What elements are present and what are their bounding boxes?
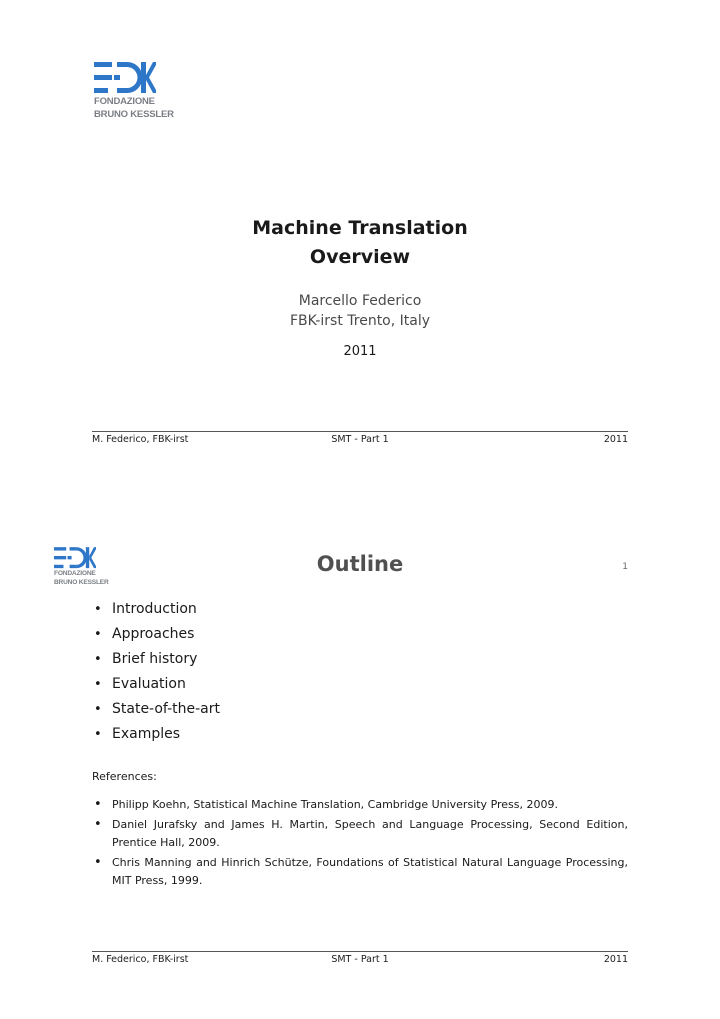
references-list <box>94 796 628 892</box>
reference-item <box>94 796 628 814</box>
reference-item <box>94 854 628 890</box>
list-item <box>94 622 220 647</box>
reference-text: Philipp Koehn, Statistical Machine Translation, Cambridge University Press, 2009. <box>112 798 558 811</box>
outline-title: Outline <box>316 552 404 576</box>
list-item <box>94 697 220 722</box>
fbk-logo-text-line1: FONDAZIONE <box>94 96 155 107</box>
title-slide <box>0 0 720 470</box>
list-item-label: Introduction <box>112 601 197 617</box>
slide-footer <box>92 431 628 448</box>
title-line-1: Machine Translation <box>252 217 468 239</box>
author-name: Marcello Federico <box>298 293 422 309</box>
title-line-2: Overview <box>309 246 411 268</box>
footer-rule <box>92 431 628 432</box>
fbk-logo-text-line1: FONDAZIONE <box>54 570 96 577</box>
list-item-label: State-of-the-art <box>112 701 221 717</box>
list-item <box>94 672 220 697</box>
reference-item <box>94 816 628 852</box>
list-item-label: Examples <box>112 726 181 742</box>
list-item-label: Evaluation <box>112 676 186 692</box>
fbk-logo <box>94 62 174 119</box>
slide-footer <box>92 951 628 968</box>
bullet-icon: • <box>94 677 102 692</box>
footer-rule <box>92 951 628 952</box>
bullet-icon: • <box>94 855 102 870</box>
outline-list <box>94 597 220 747</box>
bullet-icon: • <box>94 797 102 812</box>
footer-author: M. Federico, FBK-irst <box>92 434 189 445</box>
bullet-icon: • <box>94 702 102 717</box>
reference-text: Daniel Jurafsky and James H. Martin, Speech and Language Processing, Second Edition, Prentice Hall, 2009. <box>112 818 628 849</box>
references-label: References: <box>92 770 157 783</box>
reference-text: Chris Manning and Hinrich Schütze, Foundations of Statistical Natural Language Processing, MIT Press, 1999. <box>112 856 628 887</box>
presentation-year: 2011 <box>343 344 377 359</box>
bullet-icon: • <box>94 727 102 742</box>
bullet-icon: • <box>94 602 102 617</box>
fbk-logo-text-line2: BRUNO KESSLER <box>94 108 174 120</box>
bullet-icon: • <box>94 652 102 667</box>
list-item-label: Brief history <box>112 651 198 667</box>
outline-slide <box>0 505 720 1019</box>
bullet-icon: • <box>94 817 102 832</box>
list-item <box>94 722 220 747</box>
footer-title: SMT - Part 1 <box>331 434 389 445</box>
footer-author: M. Federico, FBK-irst <box>92 954 189 965</box>
footer-title: SMT - Part 1 <box>331 954 389 965</box>
fbk-logo-text-line2: BRUNO KESSLER <box>54 578 109 586</box>
list-item <box>94 647 220 672</box>
footer-year: 2011 <box>603 954 628 965</box>
slide-number: 1 <box>622 562 628 572</box>
list-item <box>94 597 220 622</box>
footer-year: 2011 <box>603 434 628 445</box>
slide-title-block <box>0 214 720 272</box>
author-block <box>0 291 720 331</box>
list-item-label: Approaches <box>112 626 195 642</box>
fbk-logo-mark <box>94 62 156 94</box>
bullet-icon: • <box>94 627 102 642</box>
author-affiliation: FBK-irst Trento, Italy <box>289 313 431 329</box>
